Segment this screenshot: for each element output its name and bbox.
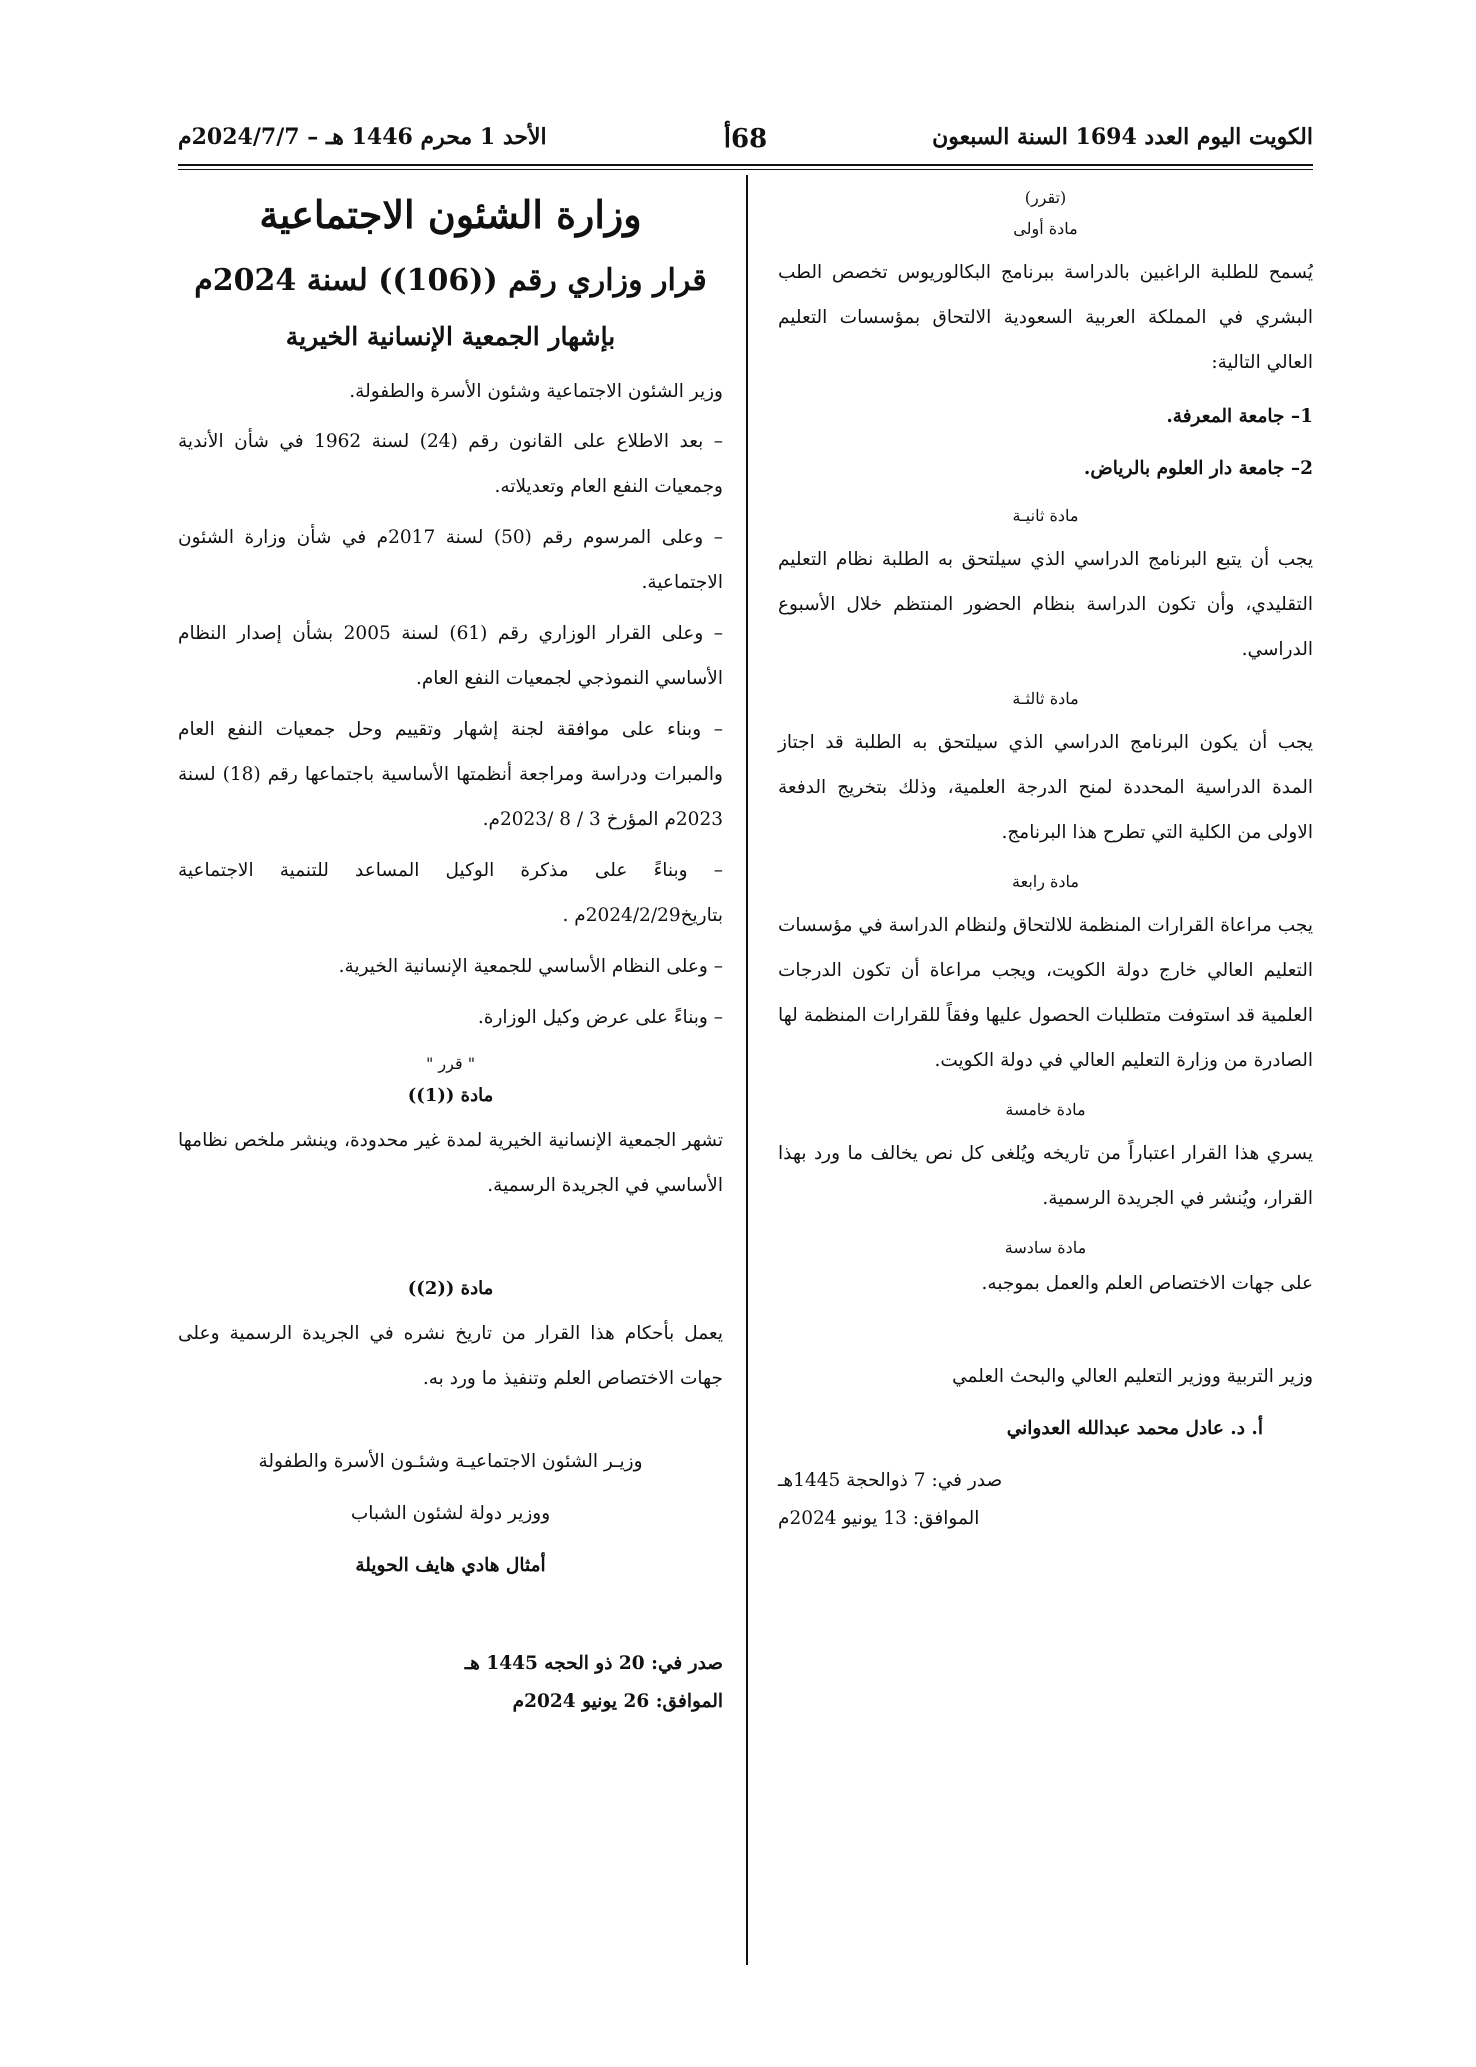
article-label: مادة ((1)) [407, 1085, 494, 1106]
gazette-issue: الكويت اليوم العدد 1694 السنة السبعون [932, 124, 1313, 150]
recital: – وبناءً على مذكرة الوكيل المساعد للتنمية الاجتماعية بتاريخ2024/2/29م . [178, 860, 723, 926]
decided-label: " قرر " [425, 1054, 476, 1073]
decree-title: قرار وزاري رقم ((106)) لسنة 2024م [194, 263, 707, 298]
signer-name: أ. د. عادل محمد عبدالله العدواني [1006, 1418, 1263, 1439]
decree-subject: بإشهار الجمعية الإنسانية الخيرية [285, 322, 616, 351]
recital: – وعلى النظام الأساسي للجمعية الإنسانية الخيرية. [338, 956, 723, 977]
article-text: تشهر الجمعية الإنسانية الخيرية لمدة غير محدودة، وينشر ملخص نظامها الأساسي في الجريدة الرسمية. [178, 1130, 723, 1196]
article-text: يجب مراعاة القرارات المنظمة للالتحاق ولنظام الدراسة في مؤسسات التعليم العالي خارج دولة الكويت، ويجب مراعاة أن تكون الدرجات العلمية قد استوفت متطلبات الحصول عليها وفقاً للقرارات المنظمة لها الصادرة من وزارة التعليم العالي في دولة الكويت. [778, 915, 1313, 1071]
recital: – وعلى المرسوم رقم (50) لسنة 2017م في شأن وزارة الشئون الاجتماعية. [178, 527, 723, 593]
recital: – وعلى القرار الوزاري رقم (61) لسنة 2005 بشأن إصدار النظام الأساسي النموذجي لجمعيات النفع العام. [178, 623, 724, 689]
issue-date: صدر في: 20 ذو الحجه 1445 هـ [464, 1653, 723, 1674]
list-item: 2– جامعة دار العلوم بالرياض. [1083, 458, 1313, 479]
article-label: مادة سادسة [1004, 1238, 1087, 1257]
article-text: على جهات الاختصاص العلم والعمل بموجبه. [981, 1273, 1313, 1294]
corresponding-date: الموافق: 13 يونيو 2024م [778, 1508, 980, 1529]
corresponding-date: الموافق: 26 يونيو 2024م [512, 1691, 723, 1712]
page-number: 68أ [723, 124, 768, 154]
article-text: يجب أن يتبع البرنامج الدراسي الذي سيلتحق به الطلبة نظام التعليم التقليدي، وأن تكون الدراسة بنظام الحضور المنتظم خلال الأسبوع الدراسي. [778, 549, 1313, 660]
article-text: يعمل بأحكام هذا القرار من تاريخ نشره في الجريدة الرسمية وعلى جهات الاختصاص العلم وتنفيذ ما ورد به. [178, 1323, 723, 1389]
header-rule-thin [178, 169, 1313, 170]
article-label: مادة ثانيـة [1012, 506, 1079, 525]
signer-title-2: ووزير دولة لشئون الشباب [350, 1503, 551, 1524]
right-column [778, 180, 1313, 1534]
article-label: مادة ((2)) [407, 1278, 494, 1299]
signer-title: وزير التربية ووزير التعليم العالي والبحث العلمي [952, 1366, 1313, 1387]
signer-title: وزيـر الشئون الاجتماعيـة وشئـون الأسرة والطفولة [258, 1451, 643, 1472]
article-label: مادة أولى [1013, 219, 1078, 238]
column-divider [746, 175, 748, 1965]
decision-intro: (تقرر) [1024, 188, 1067, 207]
left-column [178, 180, 723, 1739]
article-label: مادة خامسة [1005, 1100, 1086, 1119]
header-date: الأحد 1 محرم 1446 هـ – 2024/7/7م [178, 124, 547, 150]
page-header [178, 118, 1313, 158]
recital: – وبناء على موافقة لجنة إشهار وتقييم وحل جمعيات النفع العام والمبرات ودراسة ومراجعة أنظمتها الأساسية باجتماعها رقم (18) لسنة 2023م المؤرخ 3 / 8 /2023م. [178, 719, 724, 830]
signer-name: أمثال هادي هايف الحويلة [355, 1555, 546, 1576]
recital: – بعد الاطلاع على القانون رقم (24) لسنة 1962 في شأن الأندية وجمعيات النفع العام وتعديلاته. [178, 431, 724, 497]
article-text: يجب أن يكون البرنامج الدراسي الذي سيلتحق به الطلبة قد اجتاز المدة الدراسية المحددة لمنح الدرجة العلمية، وذلك بتخريج الدفعة الاولى من الكلية التي تطرح هذا البرنامج. [778, 732, 1313, 843]
list-item: 1– جامعة المعرفة. [1166, 406, 1313, 427]
recital: – وبناءً على عرض وكيل الوزارة. [477, 1007, 723, 1028]
article-label: مادة رابعة [1012, 872, 1079, 891]
article-text: يسري هذا القرار اعتباراً من تاريخه ويُلغى كل نص يخالف ما ورد بهذا القرار، ويُنشر في الجريدة الرسمية. [778, 1143, 1313, 1209]
article-text: يُسمح للطلبة الراغبين بالدراسة ببرنامج البكالوريوس تخصص الطب البشري في المملكة العربية السعودية الالتحاق بمؤسسات التعليم العالي التالية: [778, 262, 1313, 373]
ministry-title: وزارة الشئون الاجتماعية [259, 192, 642, 237]
header-rule [178, 164, 1313, 166]
article-label: مادة ثالثـة [1012, 689, 1079, 708]
issue-date: صدر في: 7 ذوالحجة 1445هـ [778, 1470, 1003, 1491]
minister-intro: وزير الشئون الاجتماعية وشئون الأسرة والطفولة. [349, 381, 723, 402]
